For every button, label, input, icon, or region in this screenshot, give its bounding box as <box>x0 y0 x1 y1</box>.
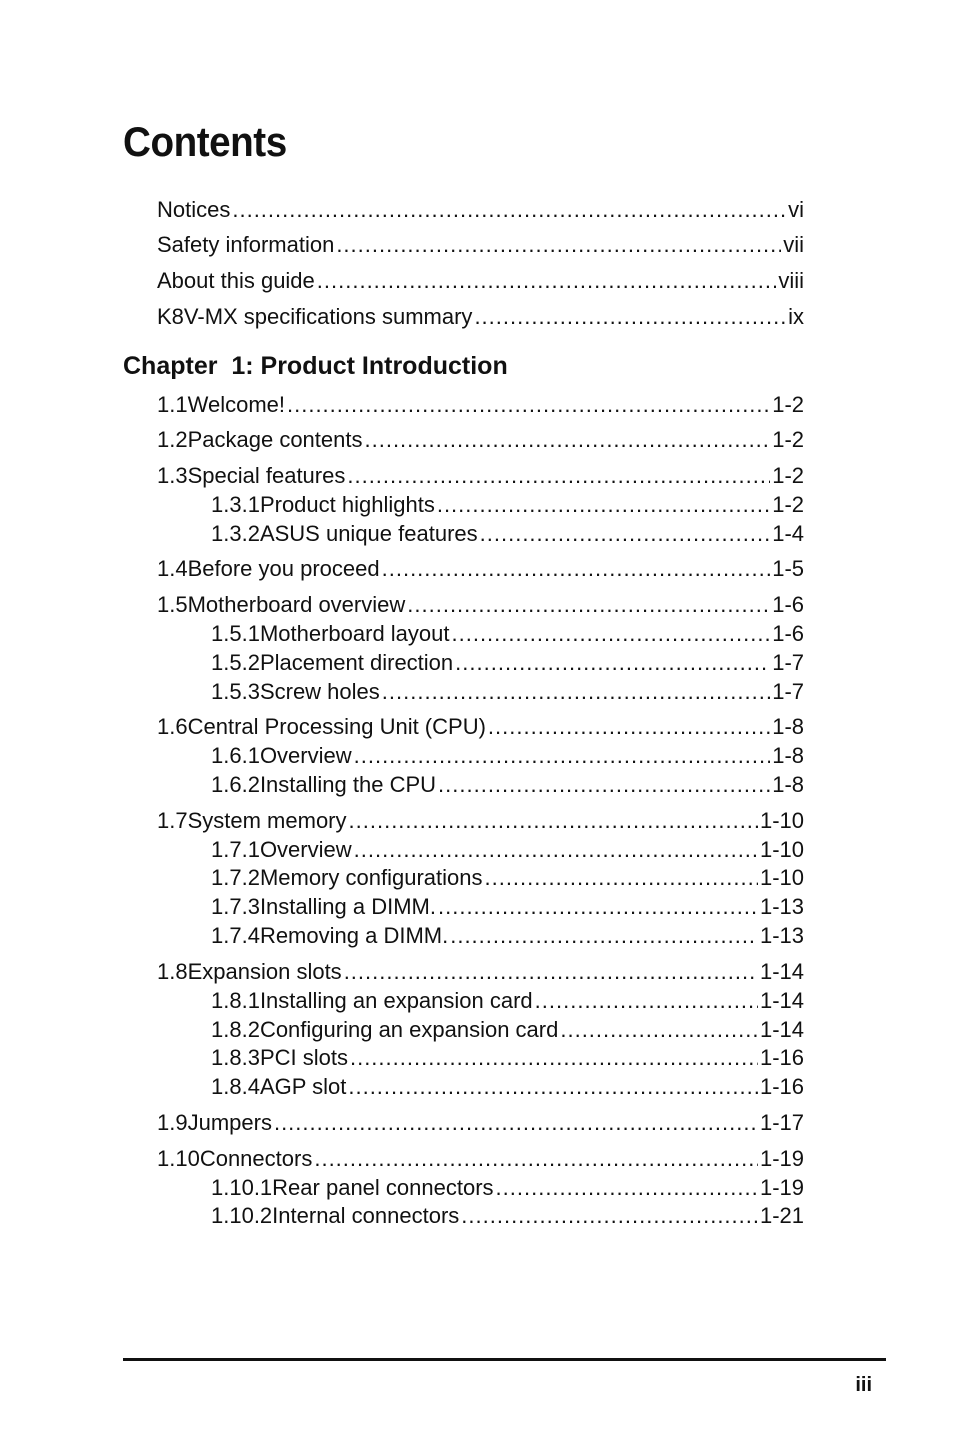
toc-entry-notices[interactable] <box>157 196 804 224</box>
toc-entry-label: PCI slots <box>259 1045 348 1070</box>
dot-leader <box>348 1073 758 1101</box>
toc-entry-page: 1-16 <box>759 1045 804 1070</box>
dot-leader <box>349 807 758 835</box>
toc-entry[interactable] <box>157 591 804 619</box>
toc-entry[interactable] <box>157 462 804 490</box>
toc-entry-number: 1.6.1 <box>211 743 260 768</box>
toc-entry-number: 1.8.3 <box>211 1045 260 1070</box>
toc-entry-page: 1-8 <box>772 772 804 797</box>
toc-entry-label: Placement direction <box>259 650 454 675</box>
toc-entry-label: Screw holes <box>259 679 380 704</box>
toc-entry-label: Product highlights <box>259 492 435 517</box>
toc-entry-label: Overview <box>259 837 352 862</box>
dot-leader <box>354 742 771 770</box>
dot-leader <box>336 231 781 259</box>
toc-entry-label: System memory <box>187 808 347 833</box>
dot-leader <box>461 1202 758 1230</box>
toc-subentry[interactable] <box>211 1073 804 1101</box>
dot-leader <box>382 678 770 706</box>
toc-entry-label: K8V-MX specifications summary <box>157 304 473 329</box>
dot-leader <box>287 391 770 419</box>
toc-entry-page: 1-7 <box>772 650 804 675</box>
toc-entry-label: Notices <box>157 197 231 222</box>
dot-leader <box>317 267 777 295</box>
toc-entry-number: 1.7.3 <box>211 894 260 919</box>
toc-subentry[interactable] <box>211 771 804 799</box>
page-title: Contents <box>123 118 287 165</box>
dot-leader <box>347 462 770 490</box>
dot-leader <box>535 987 758 1015</box>
toc-subentry[interactable] <box>211 864 804 892</box>
toc-entry-page: vii <box>783 232 804 257</box>
toc-entry-page: 1-10 <box>759 837 804 862</box>
toc-entry-number: 1.1 <box>157 392 188 417</box>
toc-subentry[interactable] <box>211 620 804 648</box>
dot-leader <box>484 864 757 892</box>
toc-entry-label: Motherboard layout <box>259 621 450 646</box>
dot-leader <box>450 922 758 950</box>
toc-entry[interactable] <box>157 1109 804 1137</box>
dot-leader <box>437 491 770 519</box>
toc-entry-page: 1-2 <box>772 463 804 488</box>
toc-entry-label: Removing a DIMM. <box>259 923 449 948</box>
toc-subentry[interactable] <box>211 922 804 950</box>
toc-entry-number: 1.10.1 <box>211 1175 273 1200</box>
dot-leader <box>407 591 770 619</box>
dot-leader <box>232 196 786 224</box>
toc-entry[interactable] <box>157 807 804 835</box>
toc-entry-number: 1.3 <box>157 463 188 488</box>
toc-entry-page: 1-5 <box>772 556 804 581</box>
toc-entry-page: viii <box>778 268 804 293</box>
dot-leader <box>560 1016 758 1044</box>
toc-entry-label: Installing a DIMM. <box>259 894 436 919</box>
toc-entry-page: 1-21 <box>759 1203 804 1228</box>
toc-entry-label: Expansion slots <box>187 959 342 984</box>
toc-entry-label: Internal connectors <box>272 1203 460 1228</box>
toc-entry-label: Overview <box>259 743 352 768</box>
toc-entry-number: 1.5.1 <box>211 621 260 646</box>
toc-entry-page: 1-14 <box>759 959 804 984</box>
toc-entry-page: 1-6 <box>772 592 804 617</box>
toc-entry-safety-information[interactable] <box>157 231 804 259</box>
toc-subentry[interactable] <box>211 836 804 864</box>
toc-entry-about-this-guide[interactable] <box>157 267 804 295</box>
toc-subentry[interactable] <box>211 1044 804 1072</box>
toc-subentry[interactable] <box>211 1202 804 1230</box>
toc-entry-label: Jumpers <box>187 1110 272 1135</box>
toc-subentry[interactable] <box>211 678 804 706</box>
toc-entry-label: Installing an expansion card <box>259 988 533 1013</box>
toc-entry-page: 1-8 <box>772 743 804 768</box>
toc-entry-page: 1-16 <box>759 1074 804 1099</box>
dot-leader <box>365 426 771 454</box>
toc-entry-page: 1-13 <box>759 894 804 919</box>
toc-entry-page: ix <box>788 304 804 329</box>
toc-entry-label: Before you proceed <box>187 556 380 581</box>
dot-leader <box>438 771 770 799</box>
dot-leader <box>474 303 786 331</box>
toc-entry-number: 1.7.4 <box>211 923 260 948</box>
toc-entry-page: 1-8 <box>772 714 804 739</box>
dot-leader <box>274 1109 758 1137</box>
toc-entry-number: 1.5.2 <box>211 650 260 675</box>
toc-entry-number: 1.2 <box>157 427 188 452</box>
toc-entry-number: 1.9 <box>157 1110 188 1135</box>
toc-subentry[interactable] <box>211 1174 804 1202</box>
toc-entry-label: Rear panel connectors <box>272 1175 494 1200</box>
toc-entry-label: Safety information <box>157 232 335 257</box>
dot-leader <box>452 620 771 648</box>
toc-entry-label: Motherboard overview <box>187 592 406 617</box>
toc-entry-label: Connectors <box>199 1146 313 1171</box>
toc-entry-number: 1.4 <box>157 556 188 581</box>
toc-entry-label: ASUS unique features <box>259 521 478 546</box>
toc-entry-number: 1.8.2 <box>211 1017 260 1042</box>
toc-entry[interactable] <box>157 555 804 583</box>
dot-leader <box>480 520 771 548</box>
toc-entry-page: 1-2 <box>772 492 804 517</box>
dot-leader <box>354 836 758 864</box>
toc-entry-page: 1-14 <box>759 988 804 1013</box>
toc-entry-label: Memory configurations <box>259 865 483 890</box>
toc-entry[interactable] <box>157 713 804 741</box>
toc-entry-number: 1.10 <box>157 1146 200 1171</box>
toc-entry-page: 1-7 <box>772 679 804 704</box>
toc-entry-number: 1.7 <box>157 808 188 833</box>
toc-entry-page: 1-4 <box>772 521 804 546</box>
toc-entry-page: 1-19 <box>759 1175 804 1200</box>
toc-entry[interactable] <box>157 426 804 454</box>
toc-entry-number: 1.8.1 <box>211 988 260 1013</box>
toc-entry-number: 1.3.1 <box>211 492 260 517</box>
toc-entry-label: Welcome! <box>187 392 285 417</box>
toc-entry-label: Configuring an expansion card <box>259 1017 559 1042</box>
toc-entry-number: 1.8 <box>157 959 188 984</box>
toc-entry-page: 1-2 <box>772 427 804 452</box>
toc-entry-page: 1-10 <box>759 865 804 890</box>
toc-entry-label: AGP slot <box>259 1074 347 1099</box>
dot-leader <box>382 555 771 583</box>
toc-entry-number: 1.3.2 <box>211 521 260 546</box>
toc-entry-page: 1-17 <box>759 1110 804 1135</box>
toc-entry-number: 1.6.2 <box>211 772 260 797</box>
toc-entry-number: 1.5 <box>157 592 188 617</box>
toc-entry-page: 1-6 <box>772 621 804 646</box>
dot-leader <box>455 649 770 677</box>
dot-leader <box>350 1044 758 1072</box>
toc-entry-specifications-summary[interactable] <box>157 303 804 331</box>
toc-entry-page: 1-13 <box>759 923 804 948</box>
dot-leader <box>438 893 758 921</box>
toc-entry-number: 1.5.3 <box>211 679 260 704</box>
toc-subentry[interactable] <box>211 893 804 921</box>
toc-subentry[interactable] <box>211 742 804 770</box>
toc-entry[interactable] <box>157 1145 804 1173</box>
toc-entry-page: 1-19 <box>759 1146 804 1171</box>
dot-leader <box>344 958 758 986</box>
toc-subentry[interactable] <box>211 520 804 548</box>
toc-entry-label: Package contents <box>187 427 363 452</box>
toc-entry-number: 1.10.2 <box>211 1203 273 1228</box>
toc-subentry[interactable] <box>211 491 804 519</box>
toc-entry-number: 1.7.1 <box>211 837 260 862</box>
toc-entry-page: 1-2 <box>772 392 804 417</box>
toc-entry-number: 1.6 <box>157 714 188 739</box>
toc-entry-label: About this guide <box>157 268 315 293</box>
toc-subentry[interactable] <box>211 649 804 677</box>
toc-entry-page: vi <box>788 197 804 222</box>
dot-leader <box>496 1174 758 1202</box>
toc-entry-label: Special features <box>187 463 346 488</box>
toc-entry-label: Central Processing Unit (CPU) <box>187 714 486 739</box>
dot-leader <box>488 713 770 741</box>
chapter-heading: Chapter 1: Product Introduction <box>123 352 508 380</box>
page-number: iii <box>855 1374 872 1396</box>
toc-entry[interactable] <box>157 391 804 419</box>
toc-entry-number: 1.8.4 <box>211 1074 260 1099</box>
toc-subentry[interactable] <box>211 1016 804 1044</box>
footer-rule <box>123 1358 886 1361</box>
toc-entry-number: 1.7.2 <box>211 865 260 890</box>
toc-entry-page: 1-10 <box>759 808 804 833</box>
toc-entry-page: 1-14 <box>759 1017 804 1042</box>
dot-leader <box>314 1145 758 1173</box>
toc-subentry[interactable] <box>211 987 804 1015</box>
toc-entry-label: Installing the CPU <box>259 772 437 797</box>
toc-entry[interactable] <box>157 958 804 986</box>
